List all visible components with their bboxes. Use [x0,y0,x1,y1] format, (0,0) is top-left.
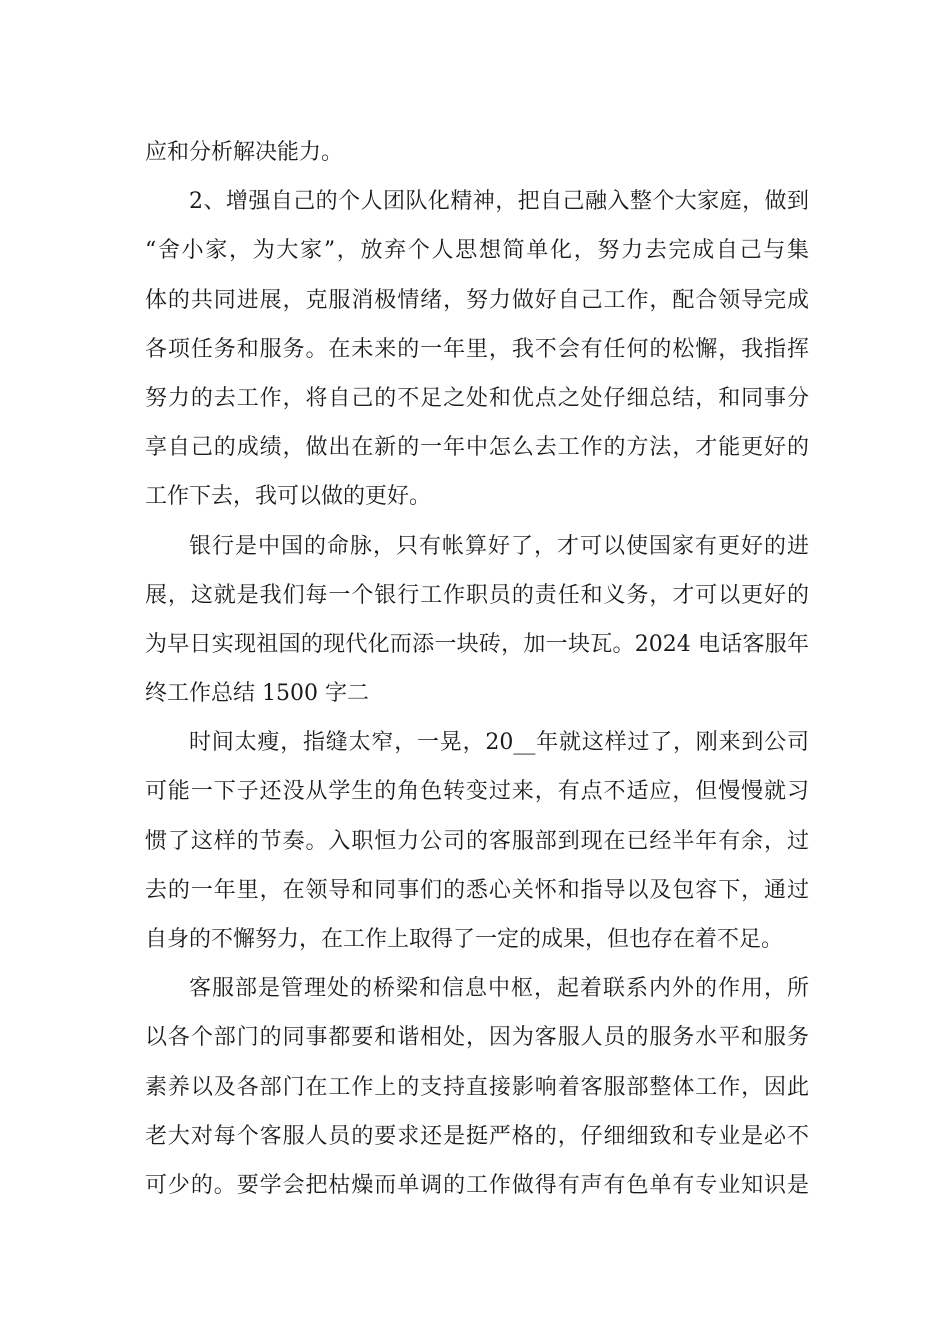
text-line: 惯了这样的节奏。入职恒力公司的客服部到现在已经半年有余，过 [145,828,809,854]
text-line: 享自己的成绩，做出在新的一年中怎么去工作的方法，才能更好的 [145,435,809,461]
text-line: “舍小家，为大家”，放弃个人思想简单化，努力去完成自己与集 [145,238,809,264]
text-line: 2、增强自己的个人团队化精神，把自己融入整个大家庭，做到 [189,189,809,215]
text-line: 银行是中国的命脉，只有帐算好了，才可以使国家有更好的进 [189,533,809,559]
text-line: 以各个部门的同事都要和谐相处，因为客服人员的服务水平和服务 [145,1025,809,1051]
document-body [145,128,809,1210]
text-line: 客服部是管理处的桥梁和信息中枢，起着联系内外的作用，所 [189,976,809,1002]
text-line: 老大对每个客服人员的要求还是挺严格的，仔细细致和专业是必不 [145,1123,809,1149]
text-line: 体的共同进展，克服消极情绪，努力做好自己工作，配合领导完成 [145,287,809,313]
text-line: 终工作总结 1500 字二 [145,681,369,707]
text-line: 可少的。要学会把枯燥而单调的工作做得有声有色单有专业知识是 [145,1172,809,1198]
text-line: 工作下去，我可以做的更好。 [145,484,432,510]
text-line: 努力的去工作，将自己的不足之处和优点之处仔细总结，和同事分 [145,385,809,411]
text-line: 自身的不懈努力，在工作上取得了一定的成果，但也存在着不足。 [145,927,784,952]
text-line: 时间太瘦，指缝太窄，一晃，20__年就这样过了，刚来到公司 [189,730,809,756]
text-line: 去的一年里，在领导和同事们的悉心关怀和指导以及包容下，通过 [145,877,809,903]
text-line: 各项任务和服务。在未来的一年里，我不会有任何的松懈，我指挥 [145,336,809,362]
text-line: 为早日实现祖国的现代化而添一块砖，加一块瓦。2024 电话客服年 [145,631,809,657]
text-line: 素养以及各部门在工作上的支持直接影响着客服部整体工作，因此 [145,1074,809,1100]
text-line: 可能一下子还没从学生的角色转变过来，有点不适应，但慢慢就习 [145,779,809,805]
text-line: 应和分析解决能力。 [145,140,344,165]
text-line: 展，这就是我们每一个银行工作职员的责任和义务，才可以更好的 [145,582,809,608]
